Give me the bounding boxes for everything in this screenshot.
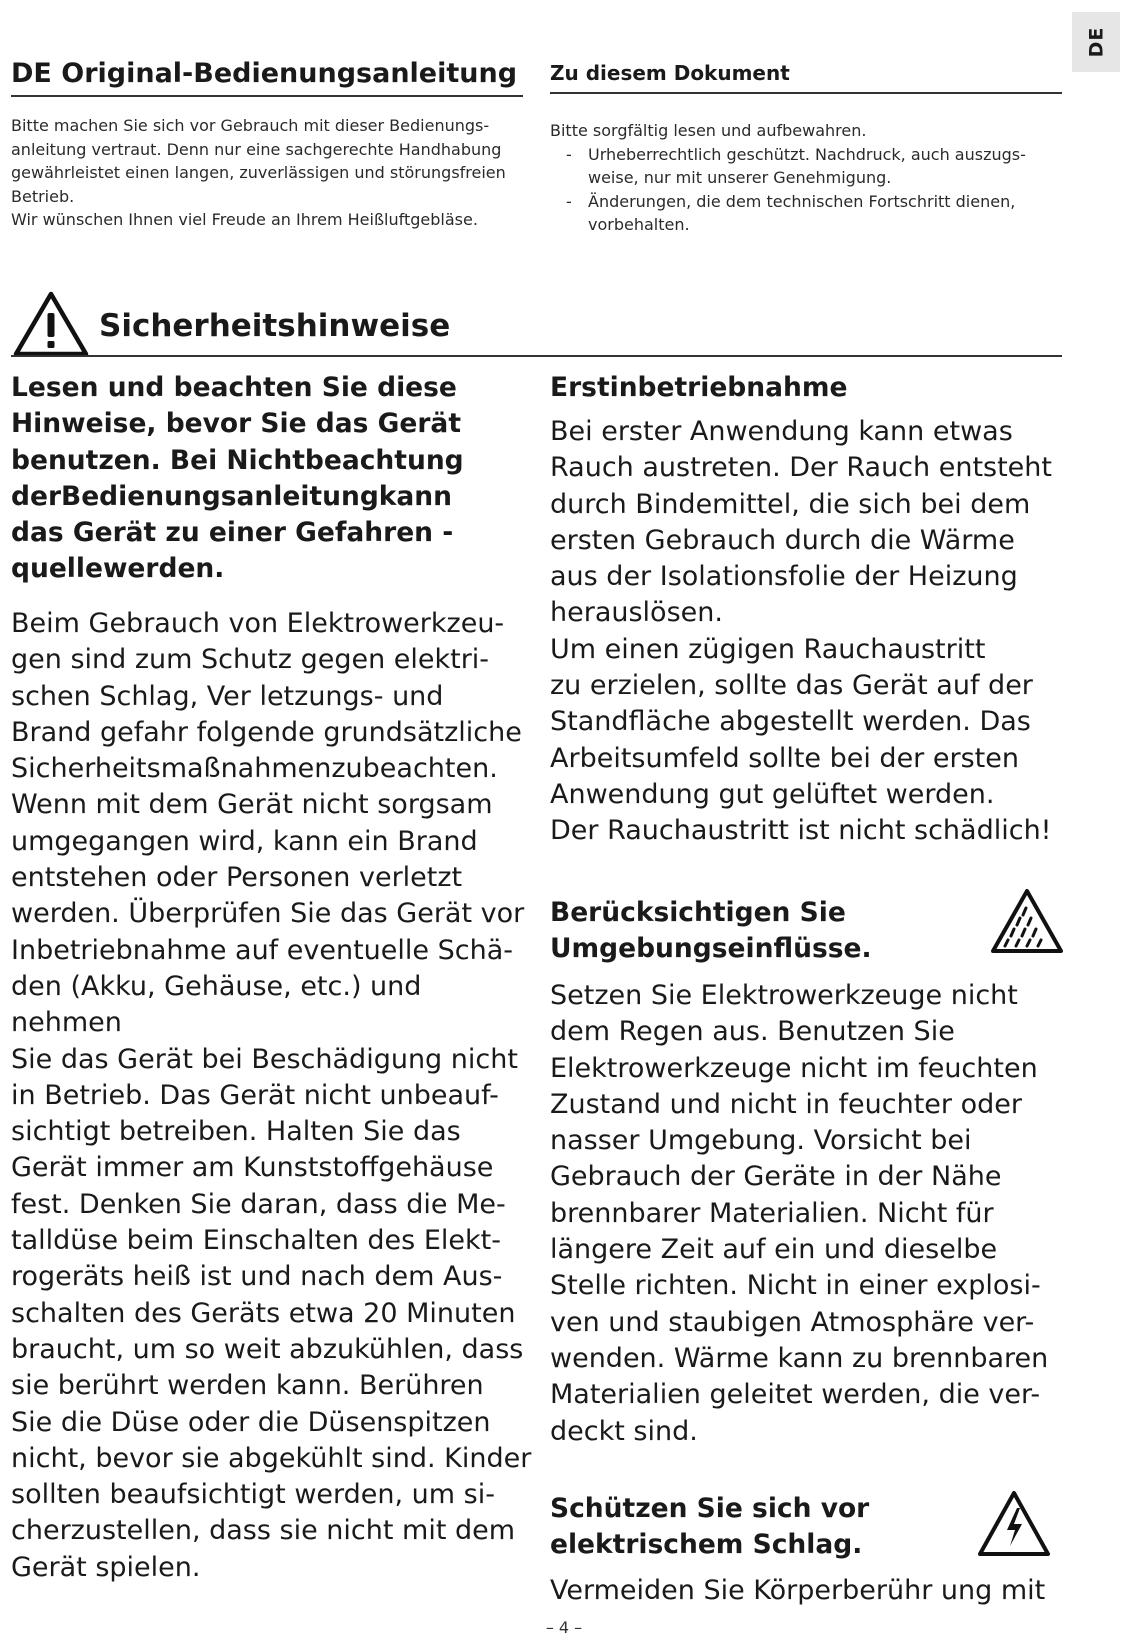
intro-line: Wir wünschen Ihnen viel Freude an Ihrem Heißluftgebläse.	[11, 210, 478, 229]
shock-body: Vermeiden Sie Körperberühr ung mit	[550, 1575, 1046, 1606]
environment-title: Berücksichtigen Sie Umgebungseinflüsse.	[550, 897, 872, 964]
intro-line: Betrieb.	[11, 186, 75, 206]
first-use-title: Erstinbetriebnahme	[550, 372, 848, 403]
safety-lead: Lesen und beachten Sie diese Hinweise, bevor Sie das Gerät benutzen. Bei Nichtbeachtung derBedienungsanleitungkann das Gerät zu einer Gefahren - quellewerden.	[11, 372, 464, 585]
safety-title: Sicherheitshinweise	[99, 308, 451, 344]
about-list-item: - Urheberrechtlich geschützt. Nachdruck, auch auszugs- weise, nur mit unserer Genehmigung.	[550, 143, 1070, 190]
intro-line: anleitung vertraut. Denn nur eine sachgerechte Handhabung	[11, 139, 502, 159]
about-text	[550, 119, 1070, 237]
language-tab-label: DE	[1084, 26, 1107, 58]
language-tab	[1072, 12, 1120, 72]
about-list-item: - Änderungen, die dem technischen Fortschritt dienen, vorbehalten.	[550, 190, 1070, 237]
rain-warning-icon	[990, 888, 1064, 954]
about-rule	[550, 92, 1062, 94]
about-line: Bitte sorgfältig lesen und aufbewahren.	[550, 121, 867, 140]
intro-line: gewährleistet einen langen, zuverlässigen und störungsfreien	[11, 163, 506, 182]
page-number: – 4 –	[545, 1618, 583, 1637]
shock-title: Schützen Sie sich vor elektrischem Schlag.	[550, 1493, 870, 1560]
environment-body: Setzen Sie Elektrowerkzeuge nicht dem Regen aus. Benutzen Sie Elektrowerkzeuge nicht im feuchten Zustand und nicht in feuchter oder nasser Umgebung. Vorsicht bei Gebrauch der Geräte in der Nähe brennbarer Materialien. Nicht für längere Zeit auf ein und dieselbe Stelle richten. Nicht in einer explosi- ven und staubigen Atmosphäre ver- wenden. Wärme kann zu brennbaren Materialien geleitet werden, die ver- deckt sind.	[550, 980, 1049, 1447]
intro-line: Bitte machen Sie sich vor Gebrauch mit dieser Bedienungs-	[11, 116, 490, 135]
warning-triangle-icon	[12, 290, 90, 358]
first-use-body: Bei erster Anwendung kann etwas Rauch austreten. Der Rauch entsteht durch Bindemittel, die sich bei dem ersten Gebrauch durch die Wärme aus der Isolationsfolie der Heizung herauslösen. Um einen zügigen Rauchaustritt zu erzielen, sollte das Gerät auf der Standfläche abgestellt werden. Das Arbeitsumfeld sollte bei der ersten Anwendung gut gelüftet werden. Der Rauchaustritt ist nicht schädlich!	[550, 416, 1052, 847]
about-list	[550, 143, 1070, 237]
page-title: DE Original-Bedienungsanleitung	[11, 58, 518, 89]
electric-hazard-icon	[977, 1490, 1051, 1558]
intro-text	[11, 114, 531, 232]
about-title: Zu diesem Dokument	[550, 61, 790, 85]
title-rule	[11, 95, 523, 97]
safety-body: Beim Gebrauch von Elektrowerkzeu- gen sind zum Schutz gegen elektri- schen Schlag, Ver letzungs- und Brand gefahr folgende grundsätzliche Sicherheitsmaßnahmenzubeachten. Wenn mit dem Gerät nicht sorgsam umgegangen wird, kann ein Brand entstehen oder Personen verletzt werden. Überprüfen Sie das Gerät vor Inbetriebnahme auf eventuelle Schä- den (Akku, Gehäuse, etc.) und nehmen Sie das Gerät bei Beschädigung nicht in Betrieb. Das Gerät nicht unbeauf- sichtigt betreiben. Halten Sie das Gerät immer am Kunststoffgehäuse fest. Denken Sie daran, dass die Me- talldüse beim Einschalten des Elekt- rogeräts heiß ist und nach dem Aus- schalten des Geräts etwa 20 Minuten braucht, um so weit abzukühlen, dass sie berührt werden kann. Berühren Sie die Düse oder die Düsenspitzen nicht, bevor sie abgekühlt sind. Kinder sollten beaufsichtigt werden, um si- cherzustellen, dass sie nicht mit dem Gerät spielen.	[11, 608, 532, 1583]
safety-rule	[11, 355, 1062, 357]
